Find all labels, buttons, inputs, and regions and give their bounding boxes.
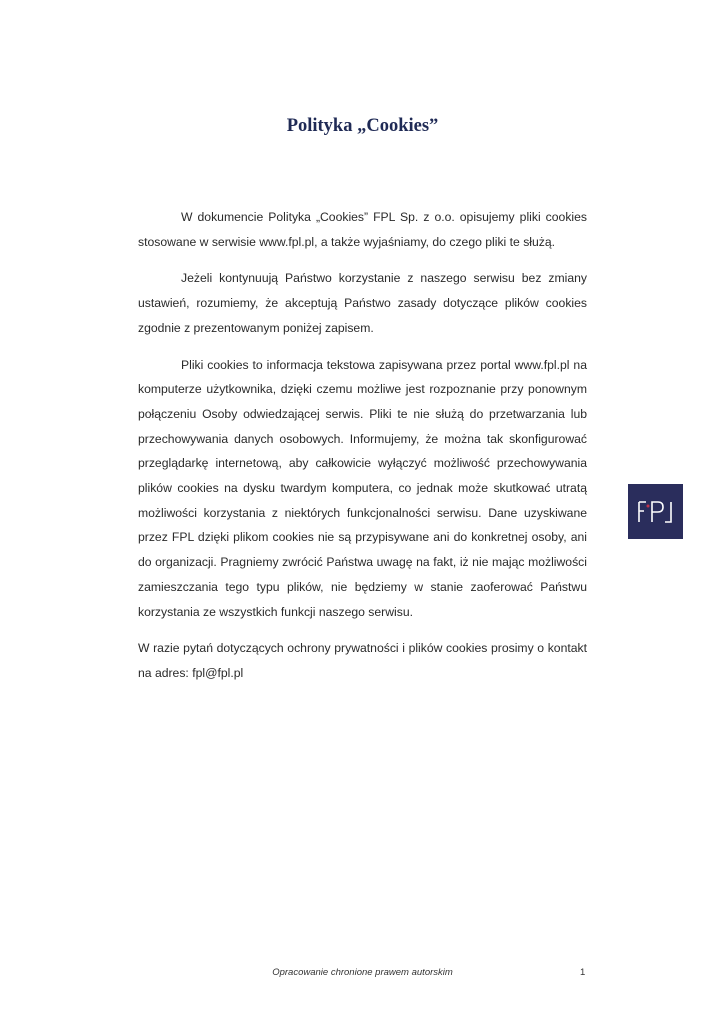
paragraph-intro: W dokumencie Polityka „Cookies” FPL Sp. z o.o. opisujemy pliki cookies stosowane w serwisie www.fpl.pl, a także wyjaśniamy, do czego pliki te służą.	[138, 210, 587, 249]
fpl-logo-mark	[636, 500, 676, 524]
paragraph-consent: Jeżeli kontynuują Państwo korzystanie z naszego serwisu bez zmiany ustawień, rozumiemy, że akceptują Państwo zasady dotyczące plików cookies zgodnie z prezentowanym poniżej zapisem.	[138, 271, 587, 335]
page-title: Polityka „Cookies”	[286, 116, 439, 136]
fpl-logo	[628, 484, 683, 539]
paragraph-cookies-info: Pliki cookies to informacja tekstowa zapisywana przez portal www.fpl.pl na komputerze użytkownika, dzięki czemu możliwe jest rozpoznanie przy ponownym połączeniu Osoby odwiedzającej serwis. Pliki te nie służą do przetwarzania lub przechowywania danych osobowych. Informujemy, że można tak skonfigurować przeglądarkę internetową, aby całkowicie wyłączyć możliwość przechowywania plików cookies na dysku twardym komputera, co jednak może skutkować utratą możliwości korzystania z niektórych funkcjonalności serwisu. Dane uzyskiwane przez FPL dzięki plikom cookies nie są przypisywane ani do konkretnej osoby, ani do organizacji. Pragniemy zwrócić Państwa uwagę na fakt, iż nie mając możliwości zamieszczania tego typu plików, nie będziemy w stanie zaoferować Państwu korzystania ze wszystkich funkcji naszego serwisu.	[138, 357, 587, 619]
paragraph-contact: W razie pytań dotyczących ochrony prywatności i plików cookies prosimy o kontakt na adres: fpl@fpl.pl	[138, 641, 587, 680]
page-number: 1	[580, 967, 586, 978]
document-body	[138, 205, 587, 698]
footer-copyright: Opracowanie chronione prawem autorskim	[272, 967, 453, 978]
